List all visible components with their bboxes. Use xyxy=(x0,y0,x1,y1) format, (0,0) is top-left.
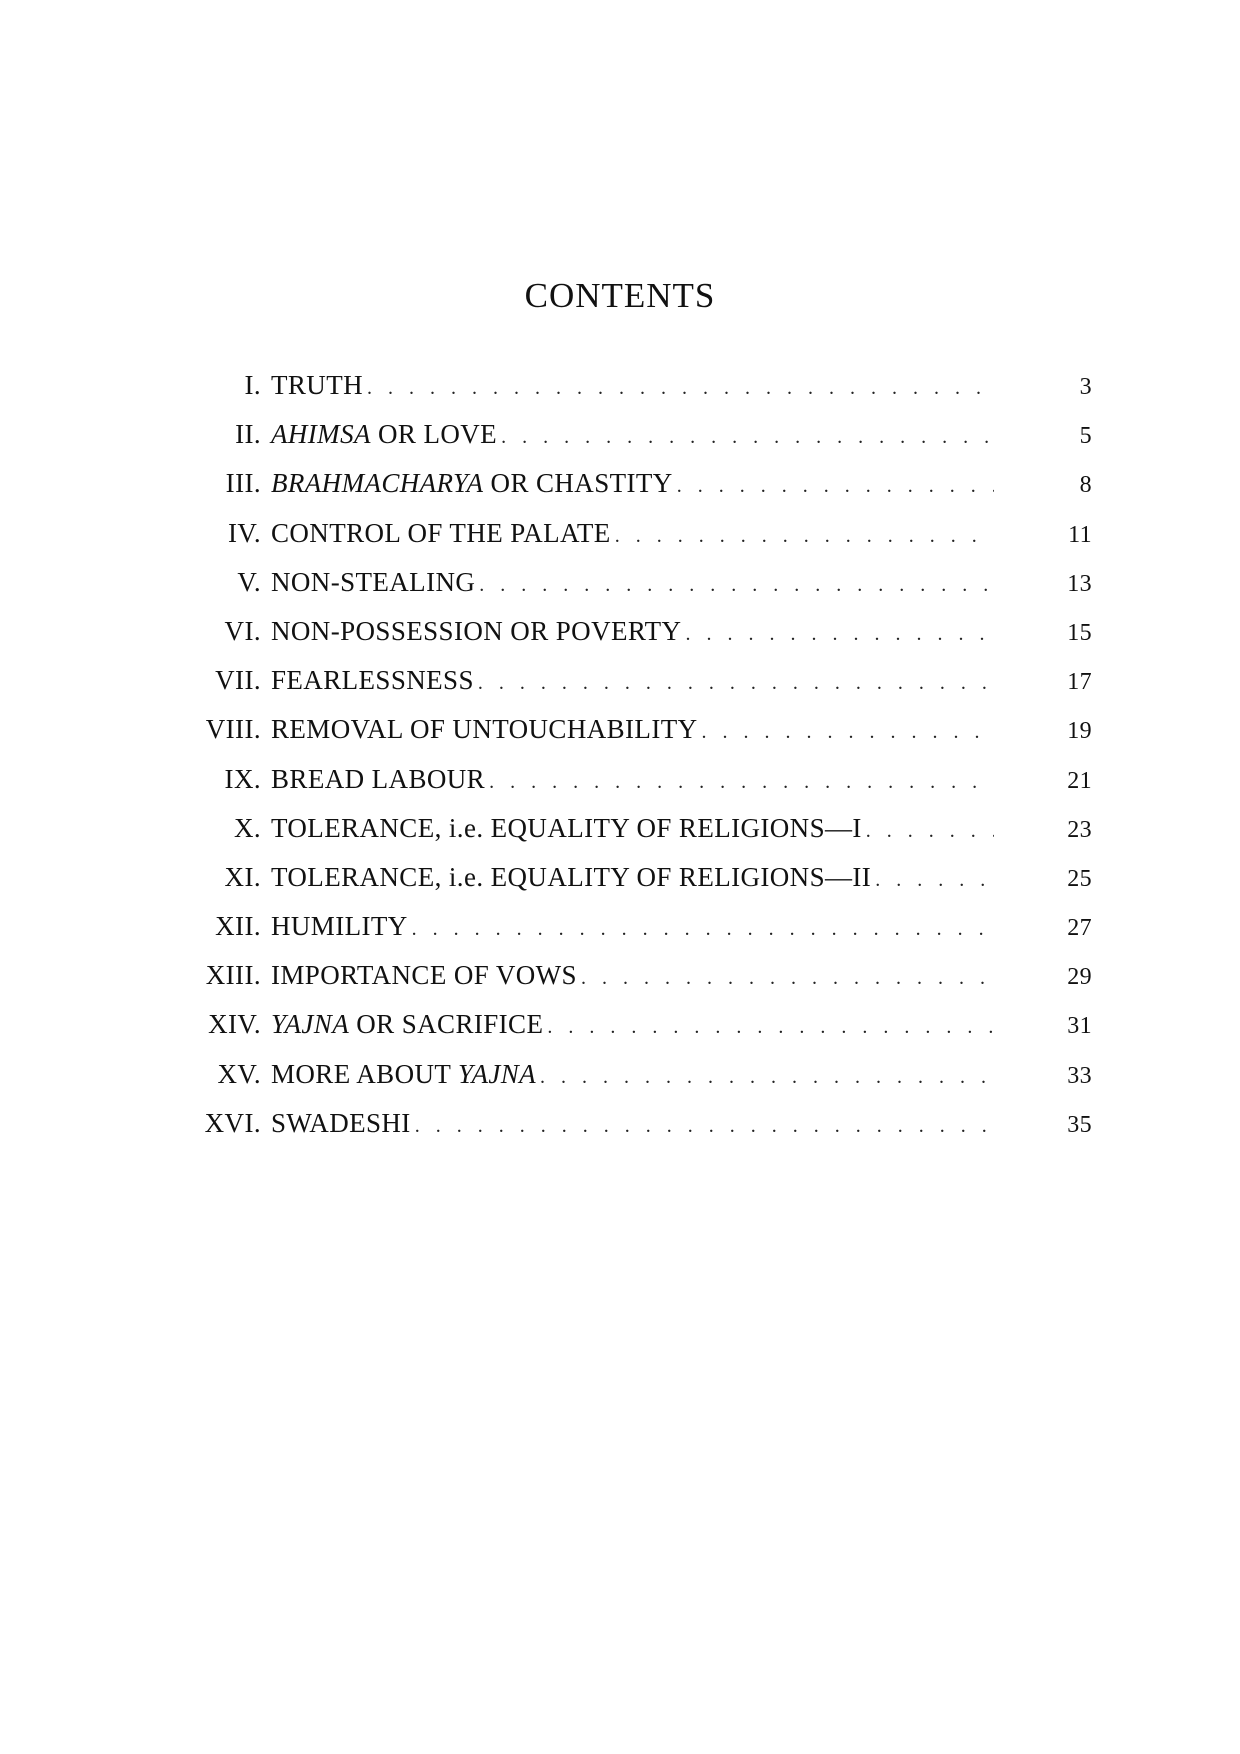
page-number: 11 xyxy=(1068,521,1092,548)
page-number: 33 xyxy=(1067,1062,1092,1089)
chapter-title xyxy=(271,808,862,848)
dot-leader xyxy=(478,663,994,703)
chapter-number: X. xyxy=(233,812,261,843)
chapter-title-text: SWADESHI xyxy=(271,1107,411,1138)
dot-leader xyxy=(677,466,994,506)
chapter-number: VII. xyxy=(215,665,261,696)
chapter-title-text: IMPORTANCE OF VOWS xyxy=(271,960,577,991)
dot-leader xyxy=(615,516,994,556)
chapter-title xyxy=(271,463,673,503)
chapter-number: I. xyxy=(244,370,261,400)
page-number: 8 xyxy=(1079,472,1092,499)
dot-leader xyxy=(367,368,994,408)
chapter-title-text: TOLERANCE, i.e. EQUALITY OF RELIGIONS—II xyxy=(271,861,872,892)
chapter-title xyxy=(271,1004,543,1044)
chapter-title xyxy=(271,414,497,454)
toc-entry[interactable] xyxy=(180,1054,1100,1103)
toc-entry[interactable] xyxy=(180,365,1100,414)
page-number: 13 xyxy=(1067,570,1092,597)
chapter-title-text: FEARLESSNESS xyxy=(271,665,474,696)
dot-leader xyxy=(875,860,994,900)
chapter-title xyxy=(271,709,698,749)
table-of-contents xyxy=(180,365,1100,1152)
chapter-title xyxy=(271,857,871,897)
chapter-title xyxy=(271,955,577,995)
page-number: 5 xyxy=(1079,423,1092,450)
dot-leader xyxy=(866,811,994,851)
chapter-title-italic-text: YAJNA xyxy=(457,1058,537,1089)
chapter-title xyxy=(271,1054,536,1094)
dot-leader xyxy=(415,1106,994,1146)
toc-entry[interactable] xyxy=(180,808,1100,857)
toc-entry[interactable] xyxy=(180,1004,1100,1053)
dot-leader xyxy=(685,614,994,654)
chapter-title xyxy=(271,562,475,602)
chapter-title xyxy=(271,513,611,553)
chapter-title-text: REMOVAL OF UNTOUCHABILITY xyxy=(271,714,698,745)
toc-entry[interactable] xyxy=(180,906,1100,955)
page-number: 3 xyxy=(1079,374,1092,400)
chapter-title-text: NON-STEALING xyxy=(271,566,476,597)
chapter-number: IX. xyxy=(224,763,261,794)
toc-entry[interactable] xyxy=(180,414,1100,463)
chapter-number: IV. xyxy=(228,517,261,548)
chapter-title-text: OR CHASTITY xyxy=(483,468,673,499)
toc-entry[interactable] xyxy=(180,463,1100,512)
chapter-title-text: CONTROL OF THE PALATE xyxy=(271,517,611,548)
page-number: 21 xyxy=(1067,767,1092,794)
chapter-title-italic-text: AHIMSA xyxy=(271,419,371,450)
chapter-number: XIII. xyxy=(205,960,261,991)
dot-leader xyxy=(479,565,994,605)
chapter-title-text: TRUTH xyxy=(271,370,363,400)
chapter-number: III. xyxy=(225,468,261,499)
toc-entry[interactable] xyxy=(180,857,1100,906)
chapter-number: XII. xyxy=(215,911,261,942)
chapter-title-text: TOLERANCE, i.e. EQUALITY OF RELIGIONS—I xyxy=(271,812,862,843)
page-number: 27 xyxy=(1067,915,1092,942)
dot-leader xyxy=(547,1007,994,1047)
chapter-number: XI. xyxy=(224,861,261,892)
toc-entry[interactable] xyxy=(180,562,1100,611)
toc-entry[interactable] xyxy=(180,709,1100,758)
dot-leader xyxy=(489,762,994,802)
chapter-title-text: OR SACRIFICE xyxy=(349,1009,544,1040)
toc-entry[interactable] xyxy=(180,660,1100,709)
chapter-number: II. xyxy=(235,419,261,450)
chapter-number: XV. xyxy=(217,1058,261,1089)
chapter-number: XIV. xyxy=(208,1009,261,1040)
chapter-title-text: OR LOVE xyxy=(370,419,498,450)
chapter-title-text: NON-POSSESSION OR POVERTY xyxy=(271,615,682,646)
toc-entry[interactable] xyxy=(180,611,1100,660)
dot-leader xyxy=(540,1057,994,1097)
chapter-number: XVI. xyxy=(204,1107,261,1138)
chapter-title xyxy=(271,660,474,700)
toc-entry[interactable] xyxy=(180,759,1100,808)
chapter-number: VIII. xyxy=(205,714,261,745)
dot-leader xyxy=(702,712,994,752)
page-title: CONTENTS xyxy=(524,276,716,315)
toc-entry[interactable] xyxy=(180,955,1100,1004)
chapter-number: V. xyxy=(237,566,261,597)
chapter-title xyxy=(271,365,363,405)
dot-leader xyxy=(501,417,994,457)
toc-entry[interactable] xyxy=(180,513,1100,562)
chapter-title xyxy=(271,611,681,651)
page-number: 25 xyxy=(1067,865,1092,892)
page-number: 19 xyxy=(1067,718,1092,745)
chapter-title xyxy=(271,906,408,946)
chapter-title-text: MORE ABOUT xyxy=(271,1058,458,1089)
chapter-title xyxy=(271,759,485,799)
chapter-title-text: BREAD LABOUR xyxy=(271,763,486,794)
chapter-title xyxy=(271,1103,411,1143)
chapter-title-italic-text: YAJNA xyxy=(271,1009,350,1040)
dot-leader xyxy=(412,909,994,949)
chapter-title-italic-text: BRAHMACHARYA xyxy=(271,468,484,499)
page-number: 31 xyxy=(1067,1013,1092,1040)
page-number: 35 xyxy=(1067,1111,1092,1138)
page-number: 15 xyxy=(1067,619,1092,646)
chapter-title-text: HUMILITY xyxy=(271,911,408,942)
dot-leader xyxy=(581,958,994,998)
page-number: 23 xyxy=(1067,816,1092,843)
chapter-number: VI. xyxy=(224,615,261,646)
page-number: 29 xyxy=(1067,964,1092,991)
toc-entry[interactable] xyxy=(180,1103,1100,1152)
page-number: 17 xyxy=(1067,669,1092,696)
